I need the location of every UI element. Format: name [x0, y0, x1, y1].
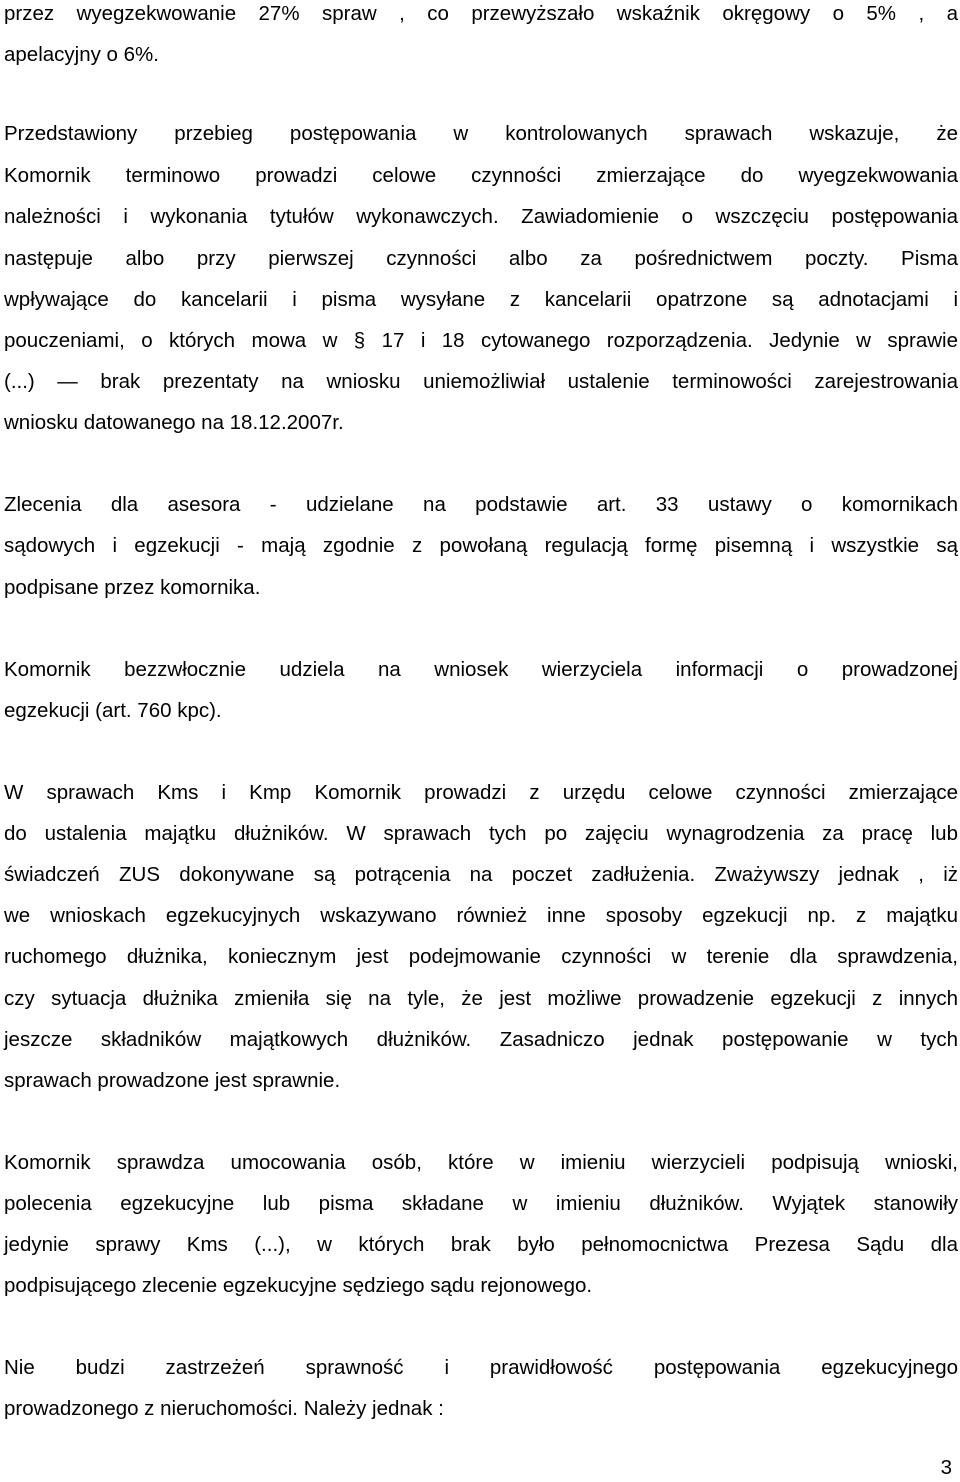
- text-line: ruchomego dłużnika, koniecznym jest podejmowanie czynności w terenie dla sprawdzenia,: [4, 945, 958, 968]
- page-number: 3: [940, 1456, 952, 1479]
- text-line: podpisane przez komornika.: [4, 576, 261, 599]
- text-line: jedynie sprawy Kms (...), w których brak było pełnomocnictwa Prezesa Sądu dla: [4, 1233, 958, 1256]
- text-line: należności i wykonania tytułów wykonawczych. Zawiadomienie o wszczęciu postępowania: [4, 205, 958, 228]
- text-line: czy sytuacja dłużnika zmieniła się na tyle, że jest możliwe prowadzenie egzekucji z innych: [4, 987, 958, 1010]
- text-line: egzekucji (art. 760 kpc).: [4, 699, 222, 722]
- text-line: wniosku datowanego na 18.12.2007r.: [4, 411, 344, 434]
- text-line: Nie budzi zastrzeżeń sprawność i prawidłowość postępowania egzekucyjnego: [4, 1356, 958, 1379]
- text-line: Komornik terminowo prowadzi celowe czynności zmierzające do wyegzekwowania: [4, 164, 958, 187]
- text-line: sądowych i egzekucji - mają zgodnie z powołaną regulacją formę pisemną i wszystkie są: [4, 534, 958, 557]
- text-line: podpisującego zlecenie egzekucyjne sędziego sądu rejonowego.: [4, 1274, 593, 1297]
- text-line: prowadzonego z nieruchomości. Należy jednak :: [4, 1397, 444, 1420]
- text-line: do ustalenia majątku dłużników. W sprawach tych po zajęciu wynagrodzenia za pracę lub: [4, 822, 958, 845]
- text-line: Komornik sprawdza umocowania osób, które w imieniu wierzycieli podpisują wnioski,: [4, 1151, 958, 1174]
- text-line: Komornik bezzwłocznie udziela na wniosek wierzyciela informacji o prowadzonej: [4, 658, 958, 681]
- text-line: we wnioskach egzekucyjnych wskazywano również inne sposoby egzekucji np. z majątku: [4, 904, 958, 927]
- text-line: polecenia egzekucyjne lub pisma składane w imieniu dłużników. Wyjątek stanowiły: [4, 1192, 958, 1215]
- text-line: następuje albo przy pierwszej czynności albo za pośrednictwem poczty. Pisma: [4, 247, 958, 270]
- text-line: W sprawach Kms i Kmp Komornik prowadzi z urzędu celowe czynności zmierzające: [4, 781, 958, 804]
- text-line: jeszcze składników majątkowych dłużników. Zasadniczo jednak postępowanie w tych: [4, 1028, 958, 1051]
- text-line: wpływające do kancelarii i pisma wysyłane z kancelarii opatrzone są adnotacjami i: [4, 288, 958, 311]
- text-line: sprawach prowadzone jest sprawnie.: [4, 1069, 341, 1092]
- text-line: świadczeń ZUS dokonywane są potrącenia na poczet zadłużenia. Zważywszy jednak , iż: [4, 863, 958, 886]
- text-line: przez wyegzekwowanie 27% spraw , co przewyższało wskaźnik okręgowy o 5% , a: [4, 2, 958, 25]
- text-line: Zlecenia dla asesora - udzielane na podstawie art. 33 ustawy o komornikach: [4, 493, 958, 516]
- text-line: apelacyjny o 6%.: [4, 43, 159, 66]
- text-line: pouczeniami, o których mowa w § 17 i 18 cytowanego rozporządzenia. Jedynie w sprawie: [4, 329, 958, 352]
- text-line: Przedstawiony przebieg postępowania w kontrolowanych sprawach wskazuje, że: [4, 122, 958, 145]
- text-line: (...) — brak prezentaty na wniosku uniemożliwiał ustalenie terminowości zarejestrowania: [4, 370, 958, 393]
